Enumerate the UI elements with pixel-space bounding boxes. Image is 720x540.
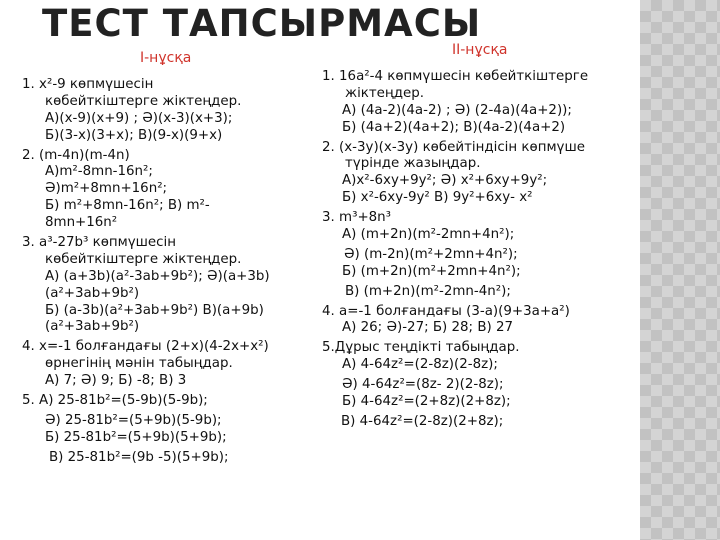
question-4-options: А) 7; Ә) 9; Б) -8; В) 3 bbox=[45, 373, 187, 389]
question-2: 2. (х-3у)(х-3у) көбейтіндісін көпмүше bbox=[322, 139, 585, 155]
question-5-option: В) 4-64z²=(2-8z)(2+8z); bbox=[341, 413, 504, 429]
question-1-options: А) (4а-2)(4а-2) ; Ә) (2-4а)(4а+2)); bbox=[342, 102, 572, 118]
question-3-option: Б) (m+2n)(m²+2mn+4n²); bbox=[342, 263, 521, 279]
question-1-options: Б) (4а+2)(4а+2); В)(4а-2)(4а+2) bbox=[342, 119, 566, 135]
question-5: 5.Дұрыс теңдікті табыңдар. bbox=[322, 340, 520, 356]
question-5-option: А) 4-64z²=(2-8z)(2-8z); bbox=[342, 357, 498, 373]
question-3: 3. m³+8n³ bbox=[322, 210, 392, 226]
question-3-option: А) (m+2n)(m²-2mn+4n²); bbox=[342, 227, 515, 243]
question-4: 4. х=-1 болғандағы (2+х)(4-2х+х²) bbox=[22, 339, 269, 355]
question-5-option: Б) 4-64z²=(2+8z)(2+8z); bbox=[342, 394, 511, 410]
question-2-option: А)m²-8mn-16n²; bbox=[45, 164, 153, 180]
question-4-text: өрнегінің мәнін табыңдар. bbox=[45, 356, 233, 372]
question-5-option: Б) 25-81b²=(5+9b)(5+9b); bbox=[45, 429, 227, 445]
question-2-text: түрінде жазыңдар. bbox=[345, 156, 481, 172]
question-3-text: көбейткіштерге жіктеңдер. bbox=[45, 251, 242, 267]
question-1-text: жіктеңдер. bbox=[345, 85, 425, 101]
question-1-options: А)(х-9)(х+9) ; Ә)(х-3)(х+3); bbox=[45, 110, 233, 126]
variant1-column bbox=[22, 77, 270, 467]
question-2-option: Ә)m²+8mn+16n²; bbox=[45, 181, 168, 197]
question-2-options: Б) х²-6ху-9у² В) 9у²+6ху- х² bbox=[342, 190, 533, 206]
variant2-header: II-нұсқа bbox=[452, 42, 508, 58]
question-5-option: Ә) 25-81b²=(5+9b)(5-9b); bbox=[45, 412, 222, 428]
question-1-options: Б)(3-х)(3+х); В)(9-х)(9+х) bbox=[45, 127, 223, 143]
decorative-pattern-panel bbox=[640, 0, 720, 540]
question-4: 4. а=-1 болғандағы (3-а)(9+3а+а²) bbox=[322, 303, 570, 319]
question-5-option: Ә) 4-64z²=(8z- 2)(2-8z); bbox=[342, 377, 504, 393]
question-3-option: (а²+3аb+9b²) bbox=[45, 285, 140, 301]
question-1: 1. х²-9 көпмүшесін bbox=[22, 77, 154, 92]
question-1: 1. 16а²-4 көпмүшесін көбейткіштерге bbox=[322, 69, 589, 84]
question-3-option: А) (а+3b)(а²-3аb+9b²); Ә)(а+3b) bbox=[45, 268, 270, 284]
variant2-column bbox=[322, 69, 588, 431]
variant1-header: I-нұсқа bbox=[140, 50, 192, 66]
page-title: ТЕСТ ТАПСЫРМАСЫ bbox=[42, 2, 482, 45]
question-4-options: А) 26; Ә)-27; Б) 28; В) 27 bbox=[342, 320, 514, 336]
question-1-text: көбейткіштерге жіктеңдер. bbox=[45, 93, 242, 109]
question-5-option: В) 25-81b²=(9b -5)(5+9b); bbox=[49, 449, 229, 465]
question-3-option: Ә) (m-2n)(m²+2mn+4n²); bbox=[344, 246, 518, 262]
question-3-option: (а²+3аb+9b²) bbox=[45, 319, 140, 335]
question-2: 2. (m-4n)(m-4n) bbox=[22, 147, 130, 163]
question-2-option: Б) m²+8mn-16n²; В) m²- bbox=[45, 198, 210, 214]
question-3-option: В) (m+2n)(m²-2mn-4n²); bbox=[345, 283, 511, 299]
question-5: 5. А) 25-81b²=(5-9b)(5-9b); bbox=[22, 393, 208, 409]
question-2-options: А)х²-6ху+9у²; Ә) х²+6ху+9у²; bbox=[342, 173, 548, 189]
question-2-option: 8mn+16n² bbox=[45, 215, 118, 231]
question-3-option: Б) (а-3b)(а²+3аb+9b²) В)(а+9b) bbox=[45, 302, 264, 318]
question-3: 3. а³-27b³ көпмүшесін bbox=[22, 235, 176, 251]
